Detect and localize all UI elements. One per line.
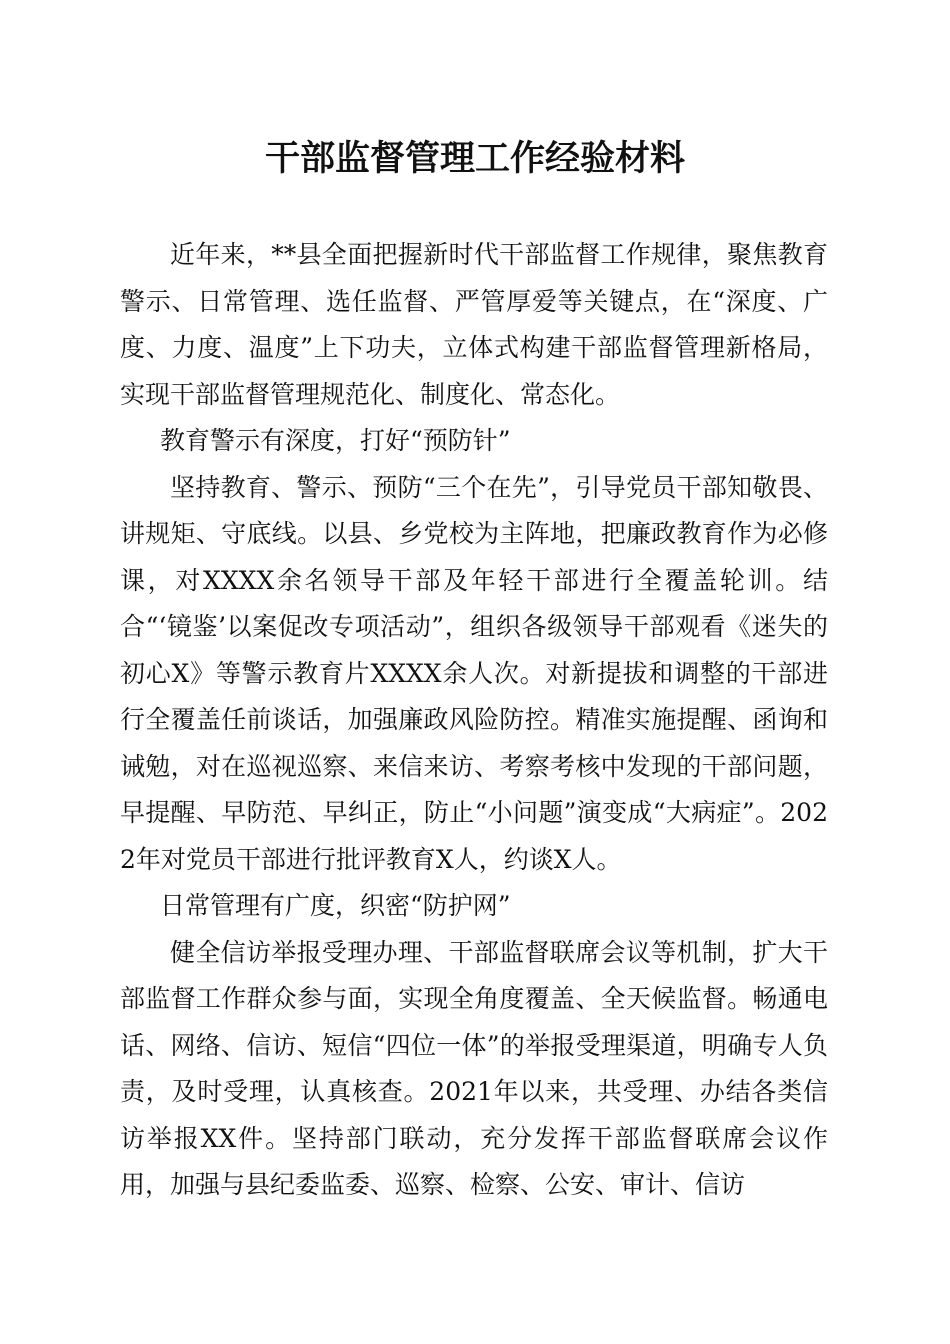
daily-management-paragraph: 健全信访举报受理办理、干部监督联席会议等机制，扩大干部监督工作群众参与面，实现全角度覆盖、全天候监督。畅通电话、网络、信访、短信“四位一体”的举报受理渠道，明确专人负责，及时受理，认真核查。2021年以来，共受理、办结各类信访举报XX件。坚持部门联动，充分发挥干部监督联席会议作用，加强与县纪委监委、巡察、检察、公安、审计、信访	[120, 937, 828, 1199]
section-heading-daily-management: 日常管理有广度，织密“防护网”	[160, 891, 511, 920]
intro-paragraph: 近年来，**县全面把握新时代干部监督工作规律，聚焦教育警示、日常管理、选任监督、严管厚爱等关键点，在“深度、广度、力度、温度”上下功夫，立体式构建干部监督管理新格局，实现干部监督管理规范化、制度化、常态化。	[120, 240, 828, 409]
education-paragraph: 坚持教育、警示、预防“三个在先”，引导党员干部知敬畏、讲规矩、守底线。以县、乡党校为主阵地，把廉政教育作为必修课，对XXXX余名领导干部及年轻干部进行全覆盖轮训。结合“‘镜鉴’以案促改专项活动”，组织各级领导干部观看《迷失的初心X》等警示教育片XXXX余人次。对新提拔和调整的干部进行全覆盖任前谈话，加强廉政风险防控。精准实施提醒、函询和诫勉，对在巡视巡察、来信来访、考察考核中发现的干部问题，早提醒、早防范、早纠正，防止“小问题”演变成“大病症”。2022年对党员干部进行批评教育X人，约谈X人。	[120, 472, 828, 874]
document-title: 干部监督管理工作经验材料	[264, 138, 685, 179]
section-heading-education: 教育警示有深度，打好“预防针”	[160, 426, 511, 455]
document-body	[120, 232, 828, 1209]
